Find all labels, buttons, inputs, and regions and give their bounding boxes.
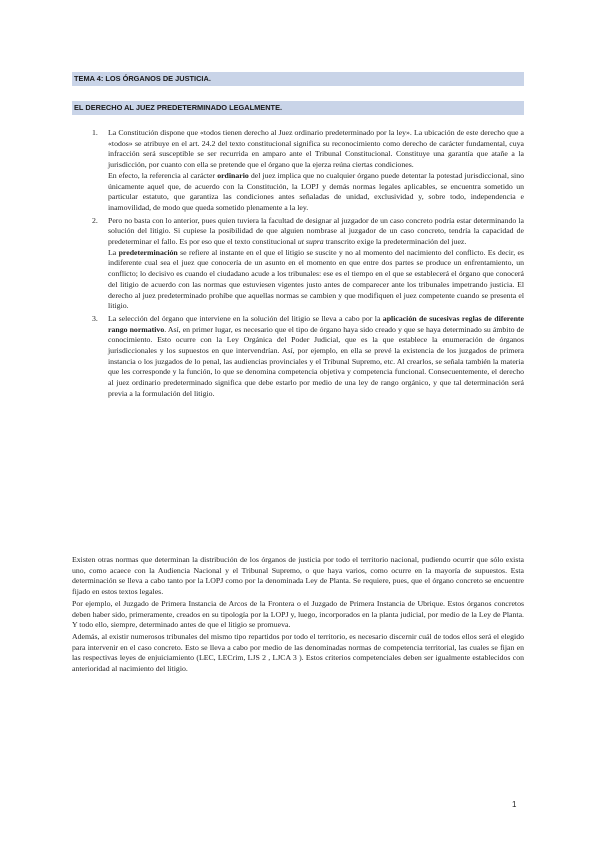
numbered-list (72, 128, 524, 402)
bold-term: ordinario (217, 170, 249, 180)
body-text (72, 555, 524, 676)
text-run: se refiere al instante en el que el litigio se suscite y no al momento del nacimiento del conflicto. Es decir, es indiferente cual sea el juez que conocería de un asunto en el momento en que entre dos partes se produce un enfrentamiento, un conflicto; lo decisivo es cuando el ciudadano acude a los tribunales: ese es el tiempo en el que se establecerá el órgano que conocerá del litigio de acuerdo con las normas que estuviesen vigentes justo antes de comparecer ante los tribunales impetrando justicia. El derecho al juez predeterminado prohíbe que aquellas normas se cambien y que modifiquen el juez competente cuando se presenta el litigio. (108, 247, 524, 311)
list-item (72, 128, 524, 214)
text-run: La (108, 247, 119, 257)
list-item-number: 3. (92, 313, 98, 323)
text-run: transcrito exige la predeterminación del juez. (323, 237, 467, 247)
paragraph (108, 216, 524, 248)
text-run: del juez implica que no cualquier órgano puede detentar la potestad jurisdiccional, sino únicamente aquel que, de acuerdo con la Constitución, la LOPJ y demás normas legales aplicables, se encuentra sometido un particular estatuto, que garantiza las condiciones antes señaladas de unidad, exclusividad y, sobre todo, independencia e inamovilidad, de modo que queda sometido plenamente a la ley. (108, 170, 524, 212)
page-number: 1 (512, 800, 517, 809)
paragraph (108, 314, 524, 400)
paragraph (108, 248, 524, 312)
list-item (72, 216, 524, 312)
italic-term: ut supra (297, 237, 324, 247)
section-heading: EL DERECHO AL JUEZ PREDETERMINADO LEGALMENTE. (72, 101, 524, 115)
paragraph (108, 171, 524, 214)
list-item-number: 2. (92, 215, 98, 225)
bold-term: aplicación de sucesivas reglas de diferente rango normativo (108, 313, 524, 334)
text-run: . Así, en primer lugar, es necesario que el tipo de órgano haya sido creado y que se haya determinado su ámbito de conocimiento. Esto ocurre con la Ley Orgánica del Poder Judicial, que es la que establece la enumeración de órganos jurisdiccionales y los supuestos en que intervendrían. Así, por ejemplo, en ella se prevé la existencia de los juzgados de primera instancia o los juzgados de lo penal, las audiencias provinciales y el Tribunal Supremo, etc. Al crearlos, se señala también la materia que les corresponde y la función, lo que se denomina competencia objetiva y competencia funcional. Consecuentemente, el derecho al juez ordinario predeterminado significa que debe estarlo por medio de una ley de rango orgánico, y que tal determinación será previa a la formulación del litigio. (108, 324, 524, 398)
paragraph: Además, al existir numerosos tribunales del mismo tipo repartidos por todo el territorio, es necesario discernir cuál de todos ellos será el elegido para intervenir en el caso concreto. Esto se lleva a cabo por medio de las denominadas normas de competencia territorial, las cuales se fijan en las respectivas leyes de enjuiciamiento (LEC, LECrim, LJS 2 , LJCA 3 ). Estos criterios competenciales deben ser igualmente establecidos con anterioridad al nacimiento del litigio. (72, 631, 524, 674)
list-item-number: 1. (92, 128, 98, 137)
list-item (72, 314, 524, 400)
topic-heading: TEMA 4: LOS ÓRGANOS DE JUSTICIA. (72, 72, 524, 86)
paragraph: Por ejemplo, el Juzgado de Primera Instancia de Arcos de la Frontera o el Juzgado de Primera Instancia de Ubrique. Estos órganos concretos deben haber sido, primeramente, creados en su tipología por la LOPJ y, luego, incorporados en la planta judicial, por medio de la Ley de Planta. Y todo ello, siempre, determinado antes de que el litigio se promueva. (72, 598, 524, 630)
bold-term: predeterminación (118, 247, 178, 257)
text-run: Pero no basta con lo anterior, pues quien tuviera la facultad de designar al juzgador de un caso concreto podría estar determinando la solución del litigio. Si cupiese la posibilidad de que alguien nombrase al juzgador de un caso concreto, tendría la capacidad de predeterminar el fallo. Es por eso que el texto constitucional (108, 215, 524, 247)
text-run: En efecto, la referencia al carácter (108, 170, 218, 180)
text-run: La selección del órgano que interviene en la solución del litigio se lleva a cabo por la (108, 313, 383, 323)
paragraph: La Constitución dispone que «todos tienen derecho al Juez ordinario predeterminado por la ley». La ubicación de este derecho que a «todos» se atribuye en el art. 24.2 del texto constitucional significa su reconocimiento como derecho de carácter fundamental, cuya infracción será susceptible se ser recurrida en amparo ante el Tribunal Constitucional. Constituye una garantía que atañe a la jurisdicción, por cuanto con ella se pretende que el órgano que la ejerza reúna ciertas condiciones. (108, 128, 524, 170)
paragraph: Existen otras normas que determinan la distribución de los órganos de justicia por todo el territorio nacional, pudiendo ocurrir que sólo exista uno, como acaece con la Audiencia Nacional y el Tribunal Supremo, o que haya varios, como ocurre en la mayoría de supuestos. Esta determinación se lleva a cabo tanto por la LOPJ como por la denominada Ley de Planta. Se requiere, pues, que el órgano concreto se encuentre fijado en estos textos legales. (72, 555, 524, 597)
